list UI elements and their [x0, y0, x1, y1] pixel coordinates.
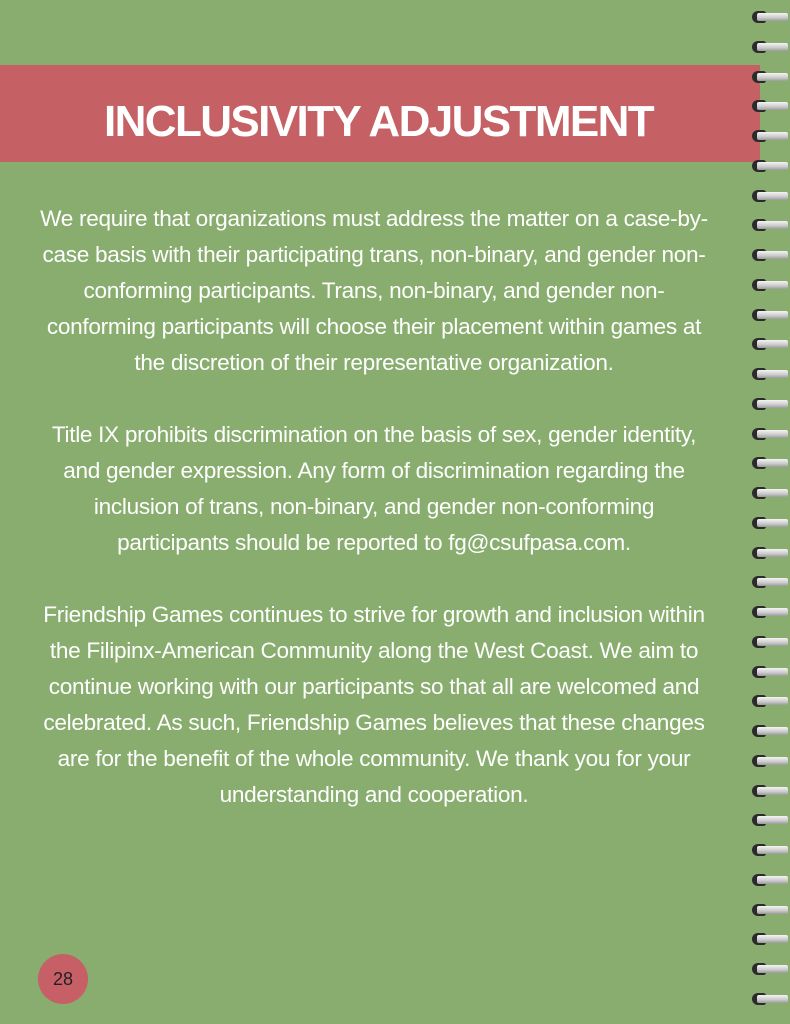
spiral-ring	[752, 992, 788, 1006]
spiral-ring	[752, 575, 788, 589]
spiral-ring	[752, 218, 788, 232]
spiral-ring	[752, 635, 788, 649]
spiral-ring	[752, 694, 788, 708]
spiral-ring	[752, 308, 788, 322]
spiral-ring	[752, 159, 788, 173]
spiral-ring	[752, 962, 788, 976]
spiral-ring	[752, 813, 788, 827]
spiral-ring	[752, 754, 788, 768]
spiral-ring	[752, 903, 788, 917]
spiral-ring	[752, 189, 788, 203]
spiral-ring	[752, 129, 788, 143]
spiral-ring	[752, 427, 788, 441]
spiral-ring	[752, 456, 788, 470]
paragraph-case-by-case: We require that organizations must address the matter on a case-by-case basis with their participating trans, non-binary, and gender non-conforming participants. Trans, non-binary, and gender non-conforming participants will choose their placement within games at the discretion of their representative organization.	[40, 206, 708, 375]
spiral-ring	[752, 278, 788, 292]
spiral-ring	[752, 932, 788, 946]
paragraph-friendship-games: Friendship Games continues to strive for growth and inclusion within the Filipinx-American Community along the West Coast. We aim to continue working with our participants so that all are welcomed and celebrated. As such, Friendship Games believes that these changes are for the benefit of the whole community. We thank you for your understanding and cooperation.	[43, 602, 705, 807]
spiral-ring	[752, 724, 788, 738]
page-number-badge: 28	[38, 954, 88, 1004]
spiral-ring	[752, 605, 788, 619]
spiral-ring	[752, 665, 788, 679]
spiral-binding	[748, 0, 790, 1024]
spiral-ring	[752, 367, 788, 381]
spiral-ring	[752, 486, 788, 500]
spiral-ring	[752, 516, 788, 530]
spiral-ring	[752, 843, 788, 857]
spiral-ring	[752, 784, 788, 798]
paragraph-title-ix: Title IX prohibits discrimination on the basis of sex, gender identity, and gender expression. Any form of discrimination regarding the inclusion of trans, non-binary, and gender non-conforming participants should be reported to fg@csufpasa.com.	[51, 422, 697, 555]
spiral-ring	[752, 99, 788, 113]
spiral-ring	[752, 546, 788, 560]
spiral-ring	[752, 10, 788, 24]
spiral-ring	[752, 337, 788, 351]
spiral-ring	[752, 873, 788, 887]
spiral-ring	[752, 397, 788, 411]
spiral-ring	[752, 40, 788, 54]
spiral-ring	[752, 70, 788, 84]
body-text	[36, 201, 712, 849]
page-title: INCLUSIVITY ADJUSTMENT	[104, 97, 654, 146]
spiral-ring	[752, 248, 788, 262]
